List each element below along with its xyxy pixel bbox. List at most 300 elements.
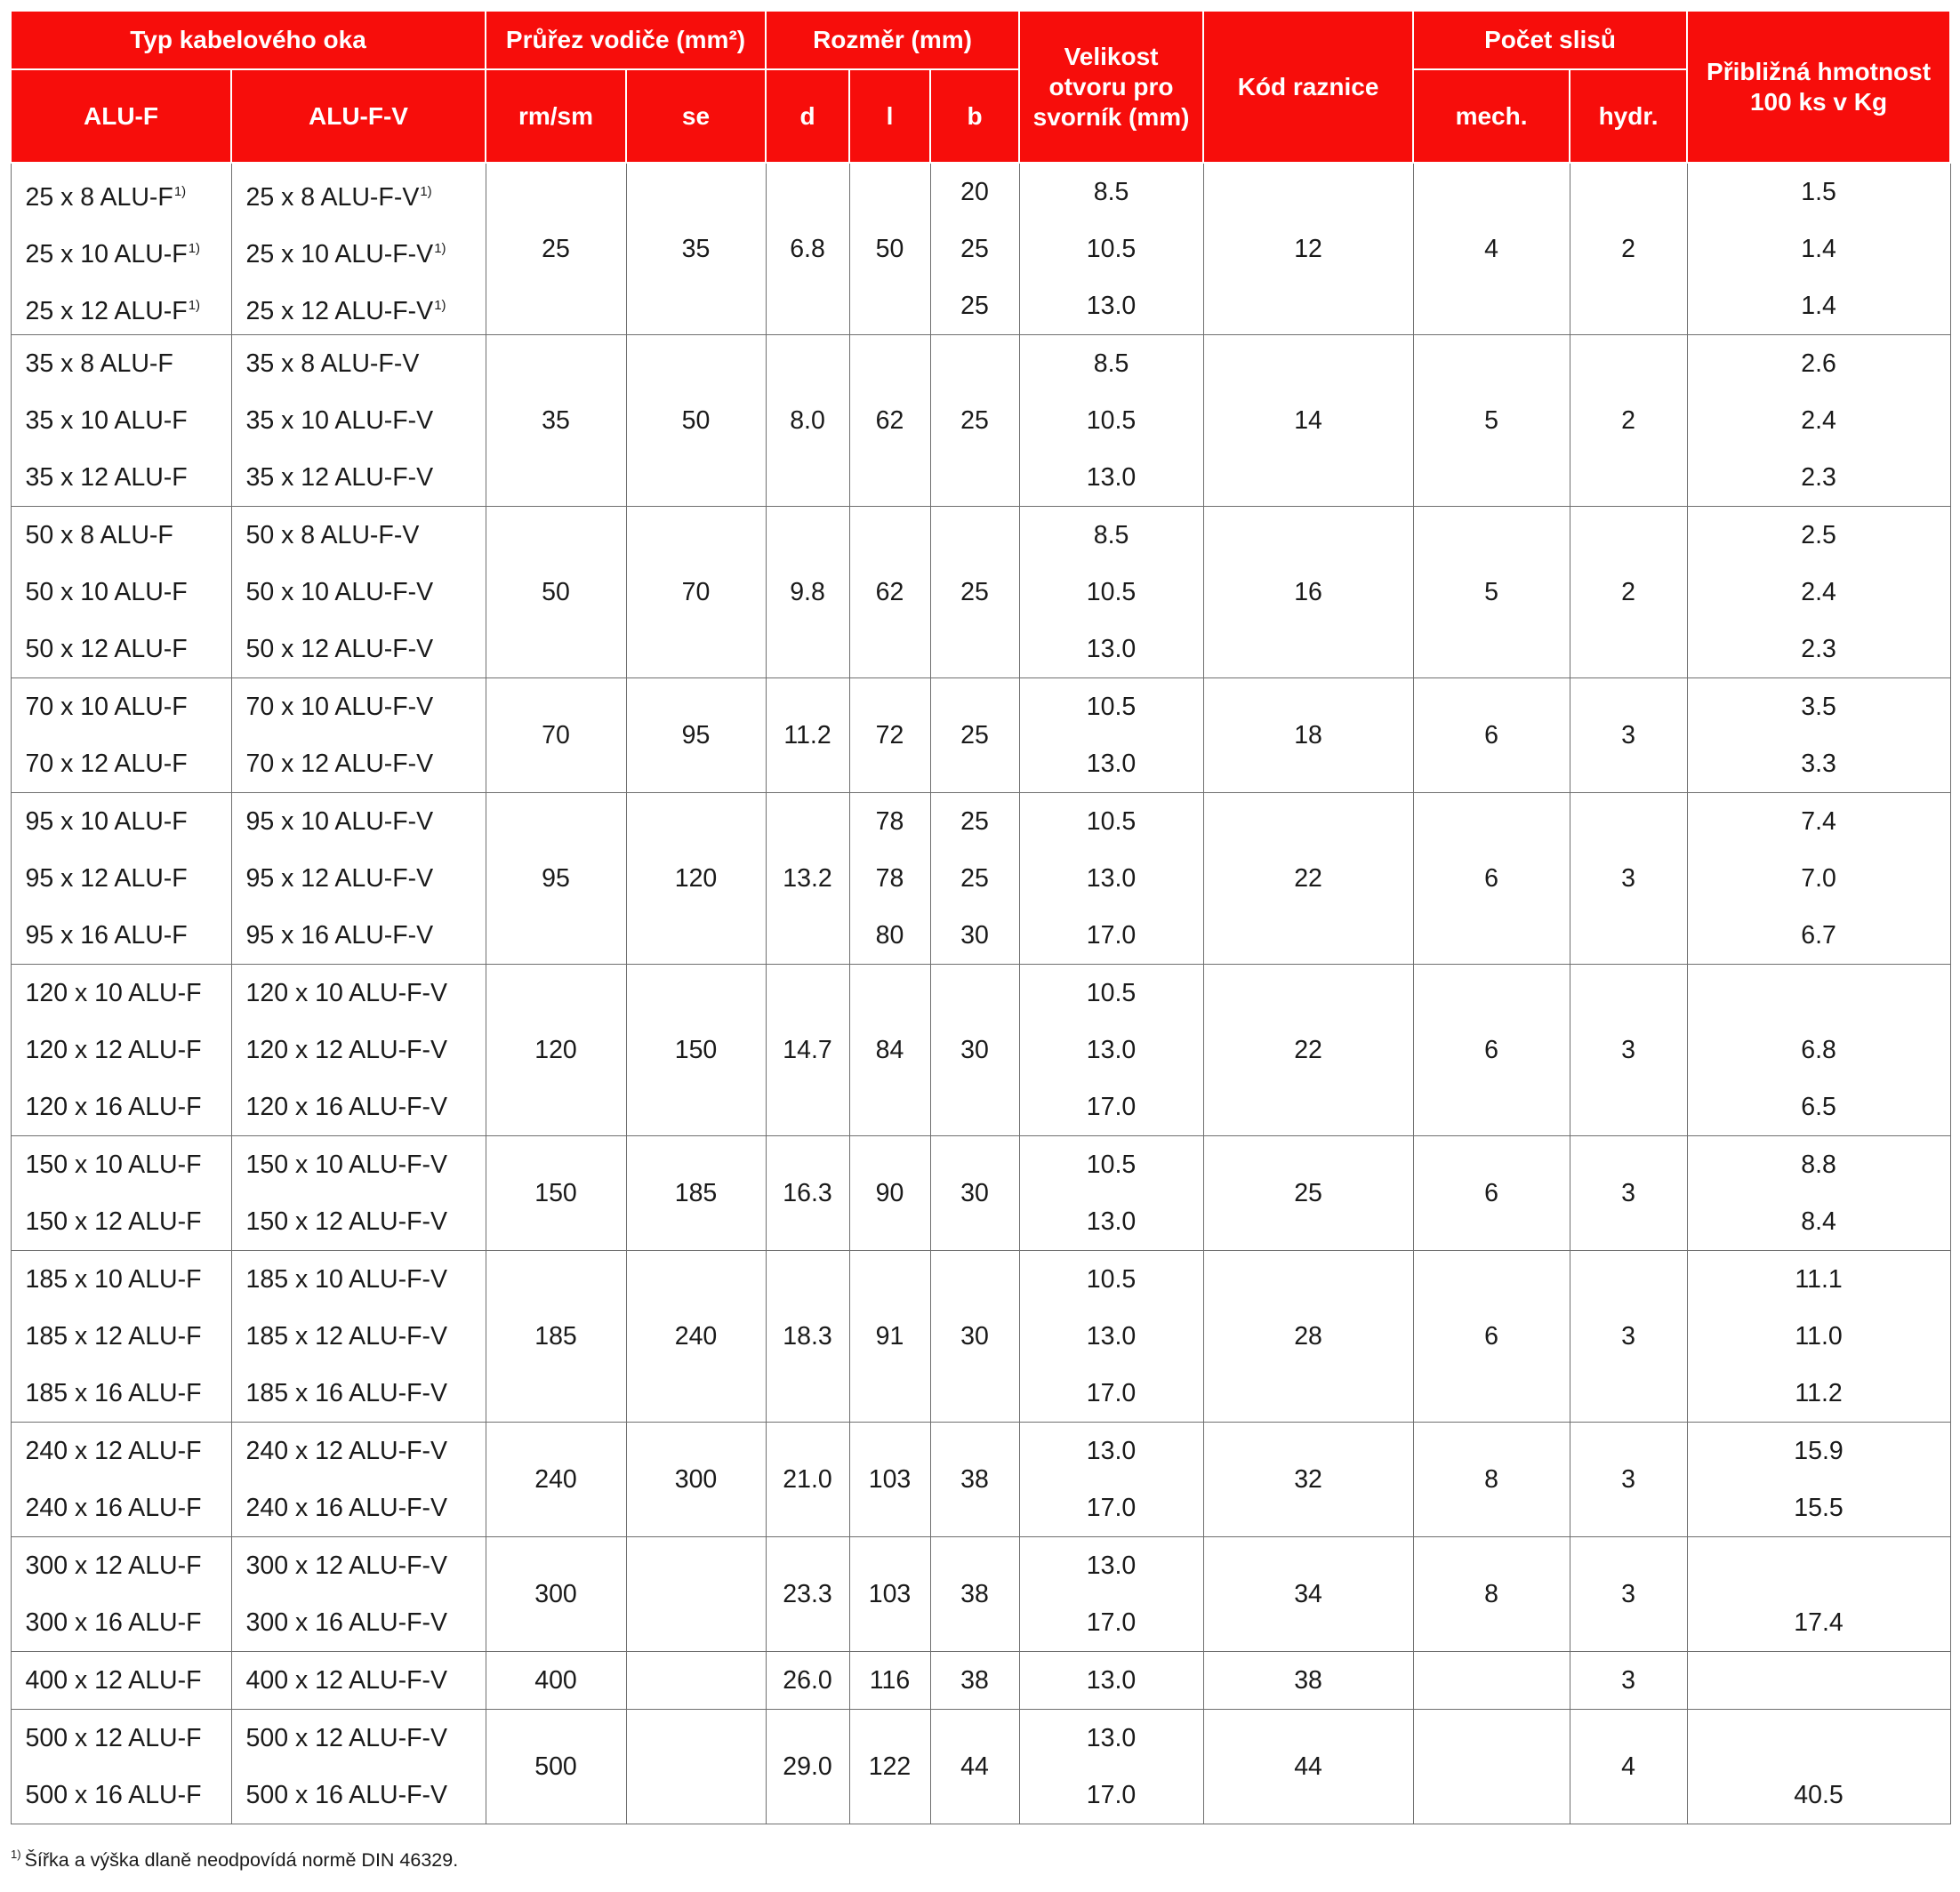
footnote-ref: 1): [420, 184, 432, 199]
cell-line: 1.4: [1801, 235, 1836, 263]
cell-line: 2.3: [1801, 635, 1836, 663]
cell-line: [12, 392, 231, 449]
table-row: [11, 1251, 1950, 1423]
cell-line: 2.6: [1801, 349, 1836, 378]
cell-d: 8.0: [766, 335, 849, 507]
cell-line: 25: [960, 864, 989, 893]
cell-line: [232, 1423, 486, 1479]
cell-hydr: 3: [1570, 1537, 1687, 1652]
cell-line: [850, 507, 930, 564]
cell-line: [232, 1136, 486, 1193]
cell-alu-f: [11, 163, 231, 335]
cell-rm-sm: 95: [486, 793, 626, 965]
footnote-ref: 1): [188, 241, 201, 256]
cell-l: [849, 1251, 930, 1423]
cell-line: 17.0: [1086, 1781, 1137, 1809]
cell-se: 185: [626, 1136, 766, 1251]
cell-l.0: 103: [849, 1537, 930, 1652]
product-name: 185 x 12 ALU-F: [25, 1322, 202, 1351]
footnote: [10, 1848, 458, 1872]
cell-line: [931, 965, 1019, 1022]
cell-l: [849, 163, 930, 335]
cell-line: [931, 449, 1019, 506]
cell-alu-f-v: [231, 793, 486, 965]
product-name: 300 x 16 ALU-F-V: [245, 1608, 448, 1637]
cell-line: 10.5: [1086, 693, 1137, 721]
cell-line: [12, 1251, 231, 1308]
cell-line: 2.5: [1801, 521, 1836, 549]
cell-line: [232, 793, 486, 850]
cell-line: 13.0: [1086, 864, 1137, 893]
header-l: l: [849, 69, 930, 163]
cell-alu-f: [11, 1423, 231, 1537]
product-name: 150 x 12 ALU-F-V: [245, 1207, 448, 1236]
table-row: [11, 793, 1950, 965]
cell-alu-f: [11, 335, 231, 507]
cell-rm-sm: 25: [486, 163, 626, 335]
cell-line: [850, 621, 930, 677]
cell-velikost: [1019, 793, 1203, 965]
cell-line: 17.0: [1086, 1093, 1137, 1121]
product-name: 50 x 8 ALU-F-V: [245, 521, 420, 549]
cell-rm-sm: 35: [486, 335, 626, 507]
cell-line: [232, 1710, 486, 1767]
cell-b.0: 38: [930, 1537, 1019, 1652]
cell-hydr: 2: [1570, 163, 1687, 335]
footnote-text: Šířka a výška dlaně neodpovídá normě DIN 46329.: [24, 1849, 459, 1871]
product-name: 95 x 16 ALU-F-V: [245, 921, 434, 950]
product-name: 240 x 12 ALU-F: [25, 1437, 202, 1465]
cell-b: [930, 335, 1019, 507]
cell-mech: 6: [1413, 1136, 1570, 1251]
cell-alu-f: [11, 1537, 231, 1652]
cell-line: 10.5: [1086, 406, 1137, 435]
header-b: b: [930, 69, 1019, 163]
cell-line: 80: [875, 921, 904, 950]
cell-alu-f: [11, 1251, 231, 1423]
product-name: 120 x 12 ALU-F: [25, 1036, 202, 1064]
cell-line: 17.4: [1794, 1608, 1844, 1637]
product-name: 25 x 8 ALU-F-V: [245, 183, 420, 212]
cell-line: [232, 1594, 486, 1651]
product-name: 95 x 16 ALU-F: [25, 921, 188, 950]
product-name: 50 x 12 ALU-F-V: [245, 635, 434, 663]
cell-alu-f-v: [231, 965, 486, 1136]
cell-line: [232, 1078, 486, 1135]
product-name: 120 x 10 ALU-F: [25, 979, 202, 1007]
cell-line: [931, 621, 1019, 677]
product-name: 120 x 10 ALU-F-V: [245, 979, 448, 1007]
cell-kod: 16: [1203, 507, 1413, 678]
footnote-mark: 1): [11, 1848, 21, 1861]
cell-velikost: [1019, 1423, 1203, 1537]
cell-alu-f-v: [231, 1251, 486, 1423]
cell-se: 50: [626, 335, 766, 507]
header-alu-f: ALU-F: [11, 69, 231, 163]
table-row: [11, 335, 1950, 507]
cell-line: [12, 164, 231, 220]
cell-line: 38: [960, 1666, 989, 1695]
cell-b: [930, 1251, 1019, 1423]
product-name: 120 x 12 ALU-F-V: [245, 1036, 448, 1064]
cell-line: 15.5: [1794, 1494, 1844, 1522]
cell-mech: 6: [1413, 965, 1570, 1136]
cell-line: 13.0: [1086, 292, 1137, 320]
product-name: 35 x 10 ALU-F-V: [245, 406, 434, 435]
cell-b.0: 25: [930, 678, 1019, 793]
cell-alu-f: [11, 1136, 231, 1251]
product-name: 500 x 12 ALU-F-V: [245, 1724, 448, 1752]
cell-line: [12, 1652, 231, 1709]
cell-line: 7.4: [1801, 807, 1836, 836]
product-name: 185 x 12 ALU-F-V: [245, 1322, 448, 1351]
cell-line: 20: [960, 178, 989, 206]
cell-alu-f: [11, 1652, 231, 1710]
cell-hmotnost: [1687, 965, 1950, 1136]
cell-line: 2.4: [1801, 406, 1836, 435]
cell-line: 17.0: [1086, 921, 1137, 950]
product-name: 70 x 12 ALU-F-V: [245, 750, 434, 778]
cell-l.0: 122: [849, 1710, 930, 1824]
cell-line: [232, 735, 486, 792]
product-name: 35 x 8 ALU-F-V: [245, 349, 420, 378]
product-name: 35 x 10 ALU-F: [25, 406, 188, 435]
cell-hmotnost: [1687, 1251, 1950, 1423]
cell-velikost: [1019, 678, 1203, 793]
cell-line: 1.5: [1801, 178, 1836, 206]
cell-alu-f-v: [231, 1537, 486, 1652]
header-rm-sm: rm/sm: [486, 69, 626, 163]
header-mech: mech.: [1413, 69, 1570, 163]
product-name: 95 x 10 ALU-F: [25, 807, 188, 836]
cell-line: 3.3: [1801, 750, 1836, 778]
cell-se: 70: [626, 507, 766, 678]
cell-se: [626, 1537, 766, 1652]
cell-hmotnost: [1687, 163, 1950, 335]
cell-line: [12, 1193, 231, 1250]
cell-se: [626, 1710, 766, 1824]
cell-line: 13.0: [1086, 463, 1137, 492]
cell-kod: 18: [1203, 678, 1413, 793]
cell-kod: 38: [1203, 1652, 1413, 1710]
product-name: 500 x 16 ALU-F-V: [245, 1781, 448, 1809]
table-row: [11, 1537, 1950, 1652]
cell-se: 35: [626, 163, 766, 335]
cell-line: 25: [960, 406, 989, 435]
cell-line: [850, 965, 930, 1022]
product-name: 150 x 10 ALU-F: [25, 1150, 202, 1179]
product-name: 240 x 12 ALU-F-V: [245, 1437, 448, 1465]
cell-line: 13.0: [1086, 1551, 1137, 1580]
cell-line: [850, 277, 930, 334]
cell-line: 10.5: [1086, 235, 1137, 263]
cell-line: [232, 907, 486, 964]
cell-l.0: 90: [849, 1136, 930, 1251]
cell-l.0: 72: [849, 678, 930, 793]
footnote-ref: 1): [188, 298, 201, 313]
cell-line: [232, 1479, 486, 1536]
cell-line: 91: [875, 1322, 904, 1351]
cell-line: 78: [875, 807, 904, 836]
product-name: 240 x 16 ALU-F: [25, 1494, 202, 1522]
cell-rm-sm: 120: [486, 965, 626, 1136]
product-name: 25 x 12 ALU-F: [25, 297, 188, 325]
cell-hydr: 3: [1570, 965, 1687, 1136]
cell-velikost: [1019, 1652, 1203, 1710]
cell-se: 240: [626, 1251, 766, 1423]
cell-velikost: [1019, 1136, 1203, 1251]
cell-line: 13.0: [1086, 750, 1137, 778]
cell-line: [12, 793, 231, 850]
header-alu-f-v: ALU-F-V: [231, 69, 486, 163]
cell-line: 6.5: [1801, 1093, 1836, 1121]
footnote-ref: 1): [173, 184, 187, 199]
product-name: 300 x 16 ALU-F: [25, 1608, 202, 1637]
cell-line: 13.0: [1086, 635, 1137, 663]
header-typ: Typ kabelového oka: [11, 11, 486, 69]
cell-line: [232, 220, 486, 277]
cell-line: [232, 678, 486, 735]
product-name: 240 x 16 ALU-F-V: [245, 1494, 448, 1522]
cell-line: 6.7: [1801, 921, 1836, 950]
cell-hydr: 3: [1570, 1652, 1687, 1710]
cell-line: 13.0: [1086, 1322, 1137, 1351]
product-name: 35 x 12 ALU-F-V: [245, 463, 434, 492]
cell-line: [232, 564, 486, 621]
product-name: 70 x 12 ALU-F: [25, 750, 188, 778]
cell-rm-sm: 500: [486, 1710, 626, 1824]
cell-line: 6.8: [1801, 1036, 1836, 1064]
cell-line: 30: [960, 1036, 989, 1064]
table-row: [11, 1652, 1950, 1710]
cell-line: 13.0: [1086, 1666, 1137, 1695]
product-name: 70 x 10 ALU-F-V: [245, 693, 434, 721]
cell-b: [930, 1652, 1019, 1710]
product-name: 95 x 12 ALU-F-V: [245, 864, 434, 893]
cell-line: [850, 335, 930, 392]
cell-kod: 28: [1203, 1251, 1413, 1423]
cell-velikost: [1019, 965, 1203, 1136]
product-name: 95 x 12 ALU-F: [25, 864, 188, 893]
cell-alu-f-v: [231, 335, 486, 507]
cell-b: [930, 507, 1019, 678]
cell-line: 11.1: [1795, 1265, 1843, 1294]
cell-alu-f-v: [231, 1710, 486, 1824]
cell-line: 17.0: [1086, 1608, 1137, 1637]
cell-line: 40.5: [1794, 1781, 1844, 1809]
table-body: [11, 163, 1950, 1824]
product-name: 25 x 8 ALU-F: [25, 183, 173, 212]
cell-velikost: [1019, 1251, 1203, 1423]
cell-velikost: [1019, 1710, 1203, 1824]
cell-line: 84: [875, 1036, 904, 1064]
cell-line: 15.9: [1794, 1437, 1844, 1465]
cell-line: [232, 507, 486, 564]
product-name: 50 x 12 ALU-F: [25, 635, 188, 663]
header-se: se: [626, 69, 766, 163]
cell-mech: 5: [1413, 335, 1570, 507]
cell-line: 25: [960, 578, 989, 606]
cell-d: 11.2: [766, 678, 849, 793]
cell-hydr: 3: [1570, 1136, 1687, 1251]
cell-line: [232, 1365, 486, 1422]
cell-line: [850, 449, 930, 506]
cable-lug-table: [10, 10, 1951, 1824]
cell-alu-f: [11, 678, 231, 793]
cell-line: 30: [960, 921, 989, 950]
cell-l.0: 103: [849, 1423, 930, 1537]
cell-line: 13.0: [1086, 1437, 1137, 1465]
cell-alu-f-v: [231, 163, 486, 335]
cell-alu-f-v: [231, 678, 486, 793]
cell-rm-sm: 300: [486, 1537, 626, 1652]
cell-hydr: 2: [1570, 335, 1687, 507]
cell-line: [12, 621, 231, 677]
cell-line: [12, 1078, 231, 1135]
product-name: 150 x 10 ALU-F-V: [245, 1150, 448, 1179]
cell-line: [232, 1652, 486, 1709]
cell-kod: 22: [1203, 793, 1413, 965]
cell-rm-sm: 50: [486, 507, 626, 678]
cell-l: [849, 507, 930, 678]
cell-hydr: 3: [1570, 678, 1687, 793]
cell-line: 7.0: [1801, 864, 1836, 893]
cell-mech: 5: [1413, 507, 1570, 678]
cell-line: [12, 1594, 231, 1651]
header-rozmer: Rozměr (mm): [766, 11, 1019, 69]
cell-line: [232, 965, 486, 1022]
table-row: [11, 965, 1950, 1136]
cell-b.0: 44: [930, 1710, 1019, 1824]
cell-mech: 6: [1413, 1251, 1570, 1423]
cell-line: 2.3: [1801, 463, 1836, 492]
cell-kod: 25: [1203, 1136, 1413, 1251]
cell-line: [850, 164, 930, 220]
cell-line: 78: [875, 864, 904, 893]
cell-line: [931, 1078, 1019, 1135]
cell-alu-f: [11, 793, 231, 965]
product-name: 500 x 12 ALU-F: [25, 1724, 202, 1752]
cell-mech: 6: [1413, 793, 1570, 965]
product-name: 120 x 16 ALU-F: [25, 1093, 202, 1121]
cell-hydr: 3: [1570, 793, 1687, 965]
cell-b: [930, 793, 1019, 965]
cell-line: 8.8: [1801, 1150, 1836, 1179]
product-name: 185 x 10 ALU-F: [25, 1265, 202, 1294]
cell-hmotnost: [1687, 1710, 1950, 1824]
cell-d: 18.3: [766, 1251, 849, 1423]
cell-line: [1688, 1537, 1950, 1594]
cell-hmotnost: [1687, 1423, 1950, 1537]
cell-line: [1688, 1710, 1950, 1767]
header-kod: Kód raznice: [1203, 11, 1413, 163]
cell-line: [232, 392, 486, 449]
cell-line: [232, 621, 486, 677]
cell-line: 10.5: [1086, 1265, 1137, 1294]
cell-alu-f: [11, 965, 231, 1136]
header-d: d: [766, 69, 849, 163]
product-name: 120 x 16 ALU-F-V: [245, 1093, 448, 1121]
cell-d: 13.2: [766, 793, 849, 965]
cell-d: 16.3: [766, 1136, 849, 1251]
cell-b.0: 30: [930, 1136, 1019, 1251]
cell-d: 21.0: [766, 1423, 849, 1537]
cell-rm-sm: 400: [486, 1652, 626, 1710]
cell-line: [850, 1251, 930, 1308]
cell-line: 10.5: [1086, 979, 1137, 1007]
cell-hydr: 3: [1570, 1251, 1687, 1423]
cell-hydr: 3: [1570, 1423, 1687, 1537]
cell-line: [12, 335, 231, 392]
cell-l: [849, 1652, 930, 1710]
cell-line: 25: [960, 235, 989, 263]
cell-alu-f: [11, 507, 231, 678]
cell-line: 13.0: [1086, 1724, 1137, 1752]
cell-d: 23.3: [766, 1537, 849, 1652]
product-name: 500 x 16 ALU-F: [25, 1781, 202, 1809]
cell-line: [12, 220, 231, 277]
cell-kod: 44: [1203, 1710, 1413, 1824]
footnote-ref: 1): [434, 241, 446, 256]
cell-rm-sm: 70: [486, 678, 626, 793]
cell-line: [232, 1767, 486, 1824]
header-hydr: hydr.: [1570, 69, 1687, 163]
cell-line: [931, 1251, 1019, 1308]
cell-alu-f-v: [231, 1136, 486, 1251]
table-row: [11, 507, 1950, 678]
cell-se: 300: [626, 1423, 766, 1537]
cell-line: 62: [875, 578, 904, 606]
cell-hydr: 2: [1570, 507, 1687, 678]
header-pocet: Počet slisů: [1413, 11, 1687, 69]
cell-line: 3.5: [1801, 693, 1836, 721]
cell-line: 17.0: [1086, 1379, 1137, 1407]
cell-line: [12, 1136, 231, 1193]
cell-kod: 22: [1203, 965, 1413, 1136]
cell-se: 120: [626, 793, 766, 965]
cell-velikost: [1019, 335, 1203, 507]
cell-l: [849, 793, 930, 965]
cell-line: [232, 1308, 486, 1365]
cell-b: [930, 965, 1019, 1136]
product-name: 25 x 12 ALU-F-V: [245, 297, 434, 325]
product-name: 25 x 10 ALU-F-V: [245, 240, 434, 269]
cell-line: 116: [869, 1666, 911, 1695]
cell-line: 25: [960, 292, 989, 320]
cell-line: 1.4: [1801, 292, 1836, 320]
cell-line: 30: [960, 1322, 989, 1351]
cell-hmotnost: [1687, 793, 1950, 965]
cell-line: 8.5: [1093, 178, 1129, 206]
cell-line: 10.5: [1086, 807, 1137, 836]
cell-d: 6.8: [766, 163, 849, 335]
cell-line: [12, 507, 231, 564]
cell-d: 29.0: [766, 1710, 849, 1824]
cell-hmotnost: [1687, 335, 1950, 507]
product-name: 150 x 12 ALU-F: [25, 1207, 202, 1236]
cell-hmotnost: [1687, 507, 1950, 678]
cell-se: [626, 1652, 766, 1710]
cell-mech: [1413, 1652, 1570, 1710]
cell-line: [1688, 1652, 1950, 1709]
cell-line: 11.2: [1795, 1379, 1843, 1407]
cell-line: 2.4: [1801, 578, 1836, 606]
cell-kod: 34: [1203, 1537, 1413, 1652]
cell-line: [931, 507, 1019, 564]
cell-line: [232, 335, 486, 392]
cell-line: 13.0: [1086, 1036, 1137, 1064]
cell-line: [12, 1365, 231, 1422]
